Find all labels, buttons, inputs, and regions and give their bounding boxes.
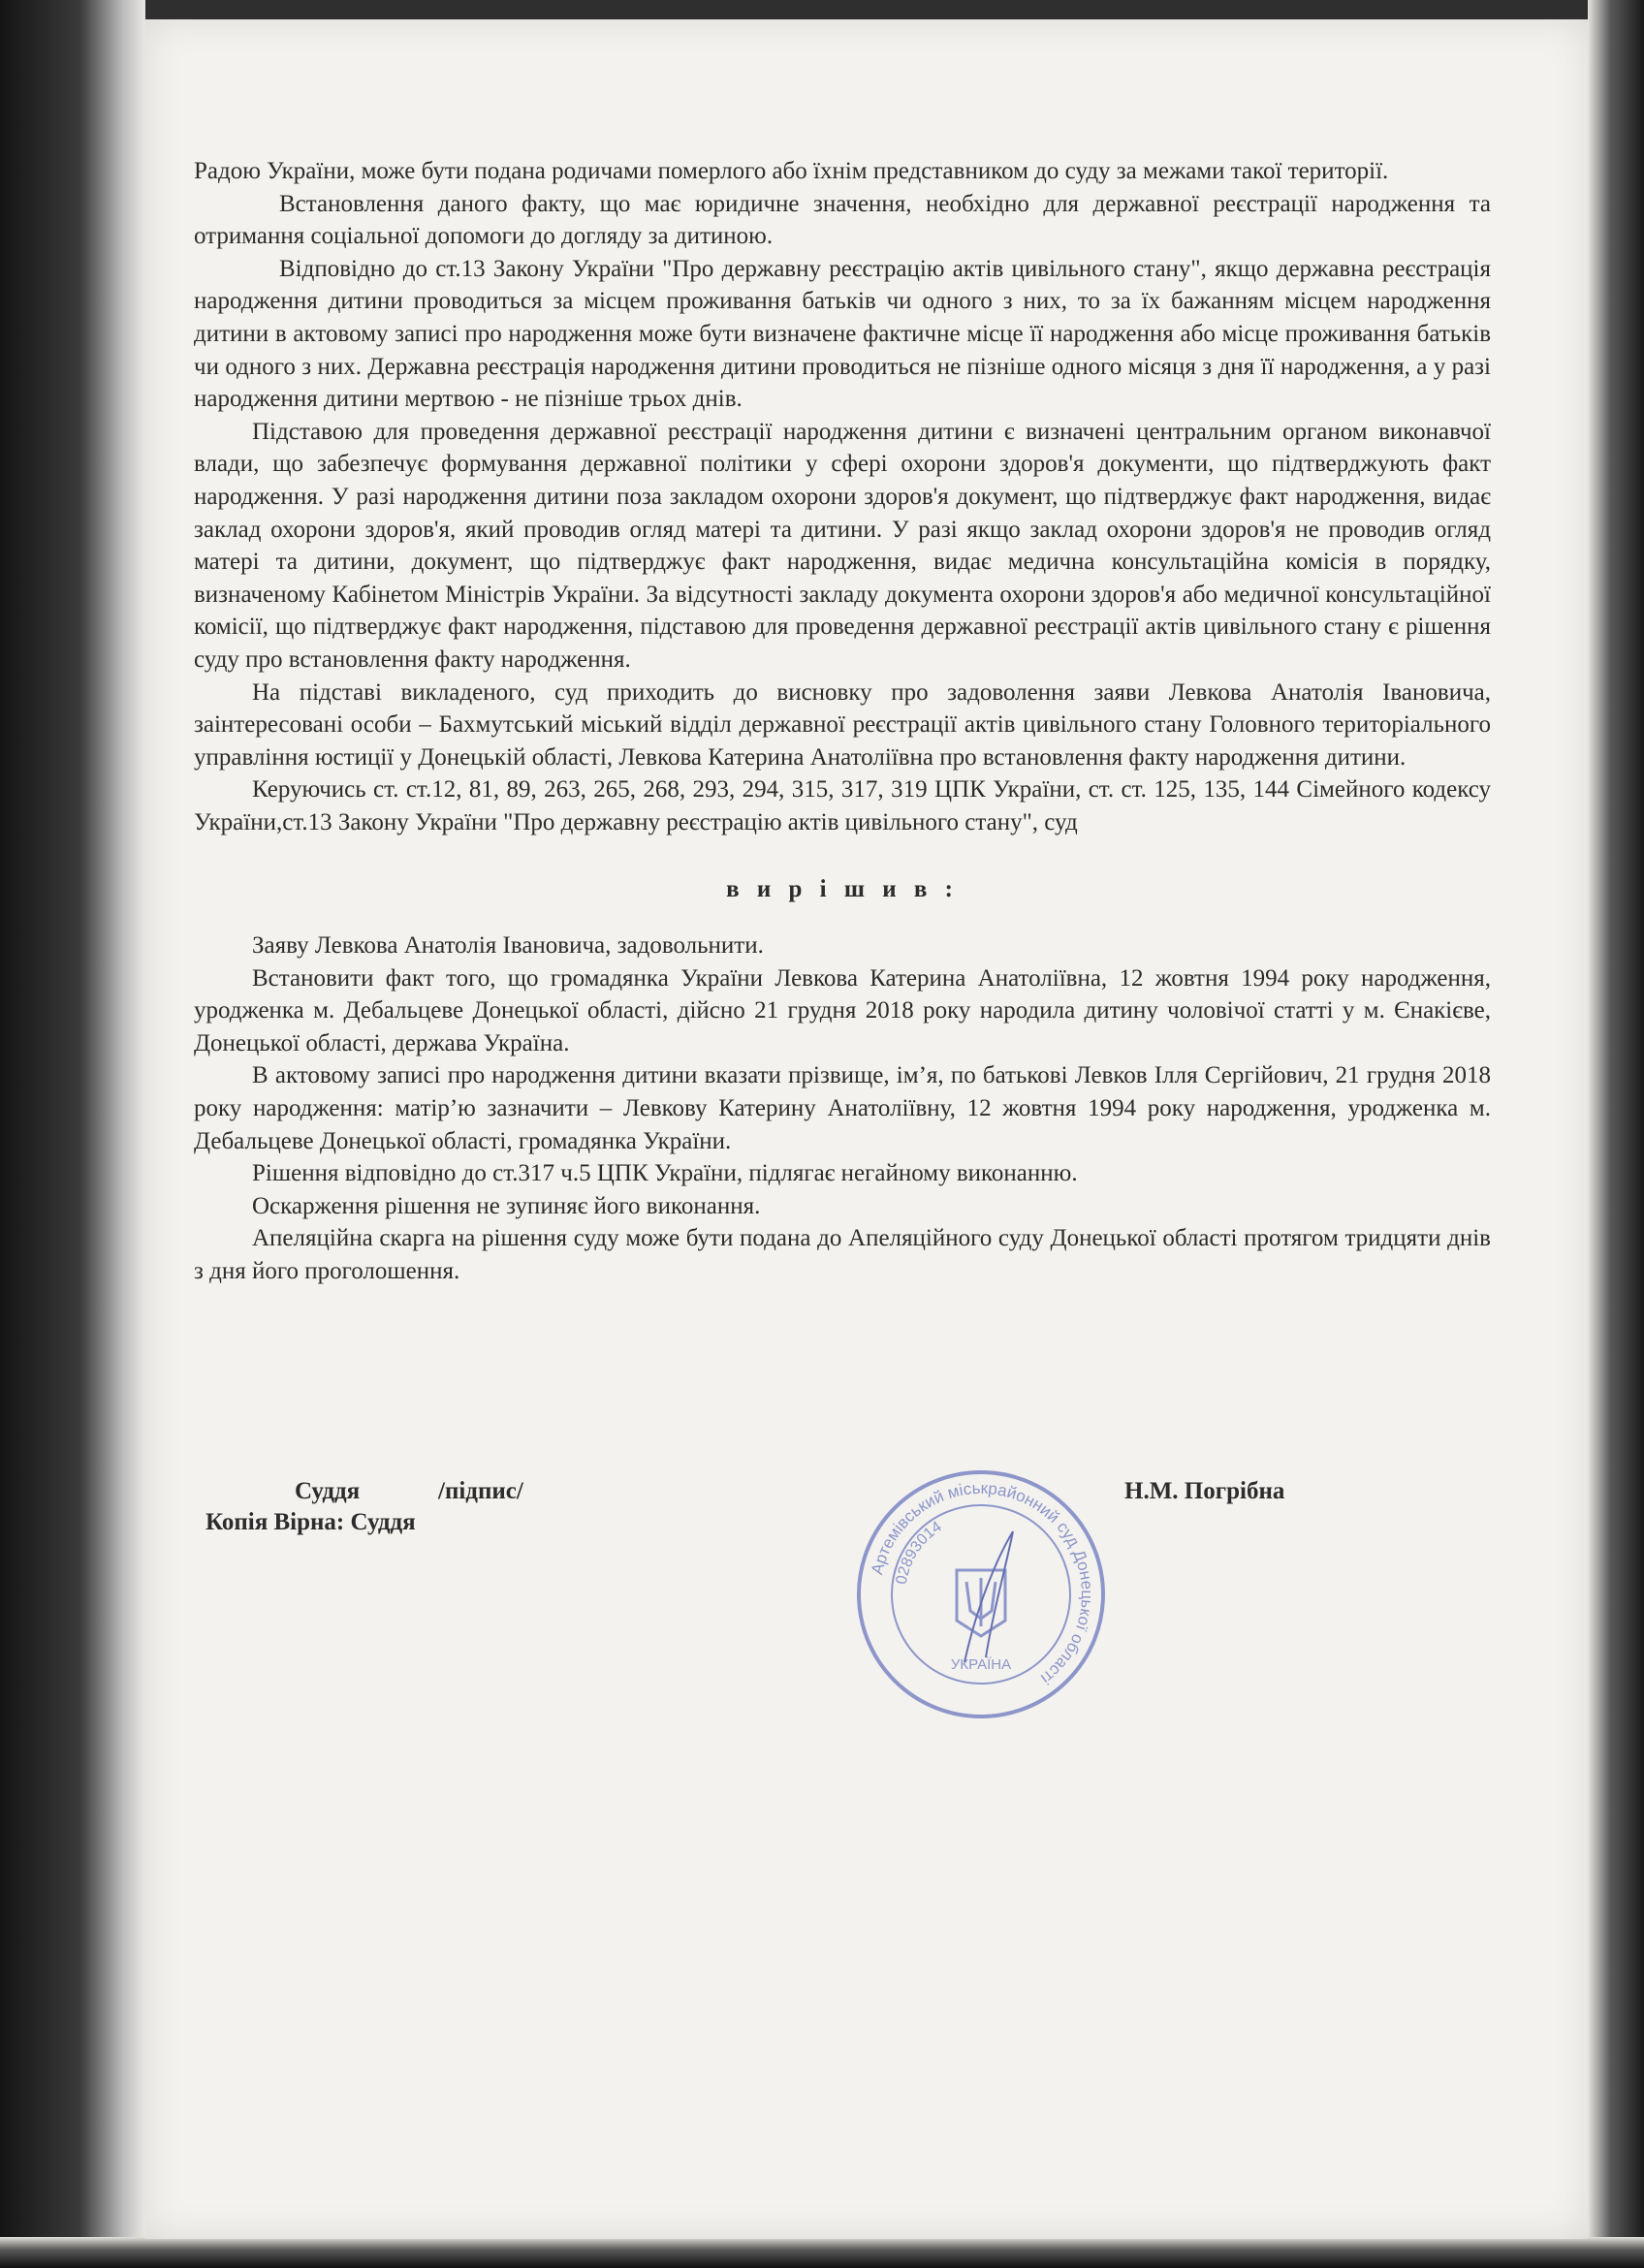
decision-paragraph: Апеляційна скарга на рішення суду може бути подана до Апеляційного суду Донецької області протягом тридцяти днів з дня його проголошення. — [194, 1225, 1491, 1284]
signature-mark: /підпис/ — [438, 1478, 523, 1504]
decision-paragraph: Заяву Левкова Анатолія Івановича, задовольнити. — [252, 932, 764, 960]
judge-label: Суддя — [295, 1478, 361, 1504]
paragraph: Радою України, може бути подана родичами померлого або їхнім представником до суду за межами такої території. — [194, 158, 1389, 184]
court-seal-stamp — [850, 1464, 1112, 1725]
scan-edge-left — [0, 0, 145, 2268]
decision-paragraph: Оскарження рішення не зупиняє його виконання. — [252, 1192, 761, 1219]
seal-country-text: УКРАЇНА — [950, 1656, 1012, 1673]
copy-certified-label: Копія Вірна: Суддя — [206, 1509, 416, 1535]
seal-outer-text: Артемівський міськрайонний суд Донецької області — [868, 1478, 1097, 1688]
judge-name: Н.М. Погрібна — [1124, 1478, 1285, 1504]
paragraph: Керуючись ст. ст.12, 81, 89, 263, 265, 268, 293, 294, 315, 317, 319 ЦПК України, ст. ст. 125, 135, 144 Сімейного кодексу України,ст.13 Закону України "Про державну реєстрацію актів цивільного стану", суд — [194, 776, 1491, 835]
paragraph: На підставі викладеного, суд приходить до висновку про задоволення заяви Левкова Анатолія Івановича, заінтересовані особи – Бахмутський міський відділ державної реєстрації актів цивільного стану Головного територіального управління юстиції у Донецькій області, Левкова Катерина Анатоліївна про встановлення факту народження дитини. — [194, 678, 1491, 771]
decision-paragraph: Рішення відповідно до ст.317 ч.5 ЦПК України, підлягає негайному виконанню. — [252, 1160, 1078, 1187]
signature-block — [206, 1478, 1485, 1556]
seal-code-text: 02893014 — [893, 1518, 945, 1586]
paragraph: Підставою для проведення державної реєстрації народження дитини є визначені центральним органом виконавчої влади, що забезпечує формування державної політики у сфері охорони здоров'я документи, що підтверджують факт народження. У разі народження дитини поза закладом охорони здоров'я документ, що підтверджує факт народження, видає заклад охорони здоров'я, який проводив огляд матері та дитини. У разі якщо заклад охорони здоров'я не проводив огляд матері та дитини, документ, що підтверджує факт народження, видає медична консультаційна комісія в порядку, визначеному Кабінетом Міністрів України. За відсутності закладу документа охорони здоров'я або медичної консультаційної комісії, що підтверджує факт народження, підставою для проведення державної реєстрації актів цивільного стану є рішення суду про встановлення факту народження. — [194, 418, 1491, 673]
document-page — [145, 19, 1588, 2239]
document-body — [194, 155, 1491, 1288]
scan-edge-bottom — [0, 2237, 1644, 2268]
paragraph: Відповідно до ст.13 Закону України "Про державну реєстрацію актів цивільного стану", якщо державна реєстрація народження дитини проводиться за місцем проживання батьків чи одного з них, то за їх бажанням місцем народження дитини в актовому записі про народження може бути визначене фактичне місце її народження або місце проживання батьків чи одного з них. Державна реєстрація народження дитини проводиться не пізніше одного місяця з дня її народження, а у разі народження дитини мертвою - не пізніше трьох днів. — [194, 255, 1491, 413]
decision-paragraph: Встановити факт того, що громадянка України Левкова Катерина Анатоліївна, 12 жовтня 1994 року народження, уродженка м. Дебальцеве Донецької області, дійсно 21 грудня 2018 року народила дитину чоловічої статті у м. Єнакієве, Донецької області, держава Україна. — [194, 964, 1491, 1056]
paragraph: Встановлення даного факту, що має юридичне значення, необхідно для державної реєстрації народження та отримання соціальної допомоги до догляду за дитиною. — [194, 190, 1491, 250]
scan-edge-right — [1588, 0, 1644, 2268]
decision-paragraph: В актовому записі про народження дитини вказати прізвище, ім’я, по батькові Левков Ілля Сергійович, 21 грудня 2018 року народження: матір’ю зазначити – Левкову Катерину Анатоліївну, 12 жовтня 1994 року народження, уродженка м. Дебальцеве Донецької області, громадянка України. — [194, 1062, 1491, 1154]
decision-heading: в и р і ш и в : — [726, 876, 959, 903]
